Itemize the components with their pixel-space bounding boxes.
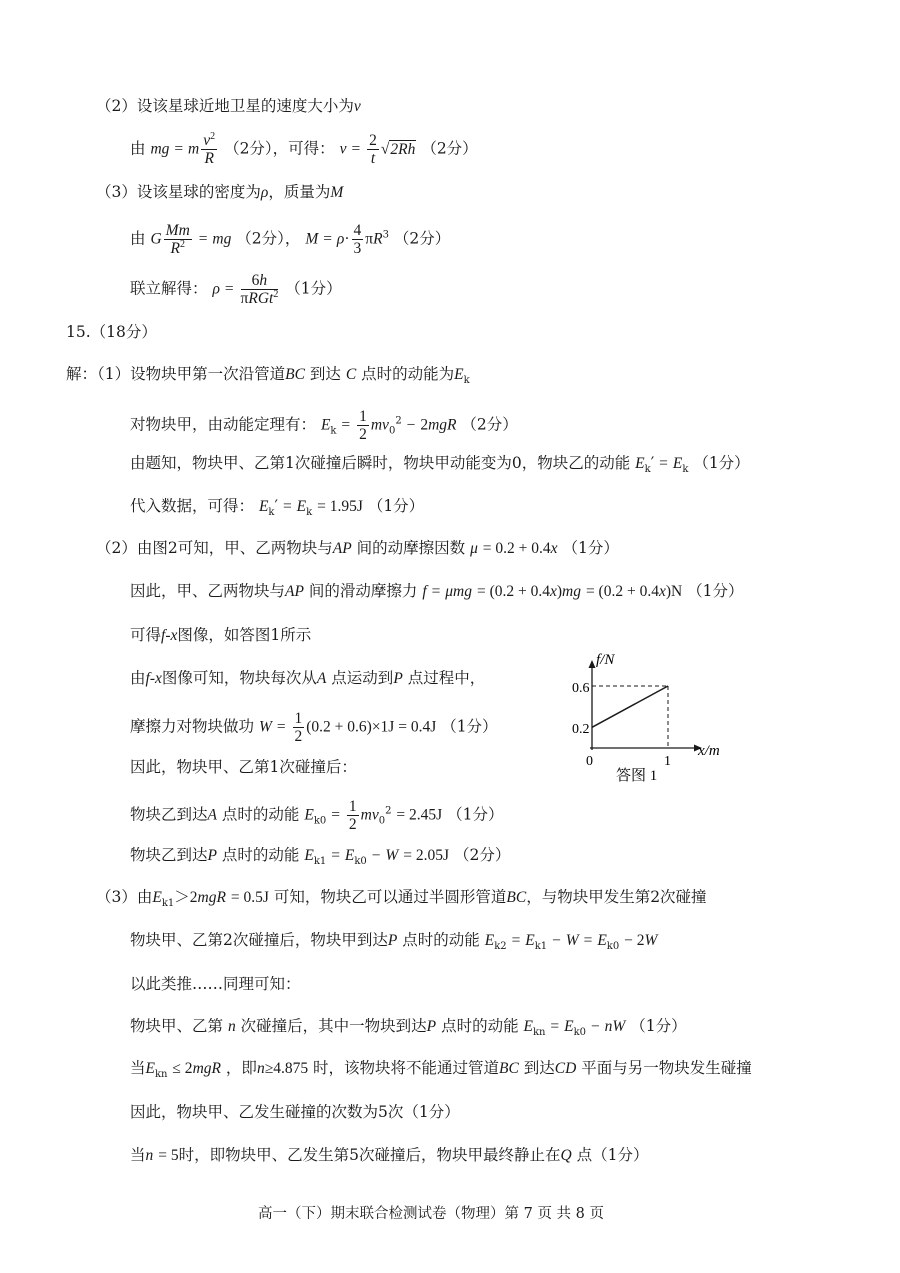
collision-n-text: 物块甲、乙第 n 次碰撞后，其中一物块到达P 点时的动能 $E_{kn} = E_{k0}$ − nW （1分） (130, 1017, 687, 1039)
analogy-text: 以此类推……同理可知： (130, 975, 301, 993)
equation-kinetic-energy: 对物块甲，由动能定理有： $E_k$ = $\frac{1}{2}$ $mv_0^2 - 2mgR$ （2分） (130, 408, 518, 443)
collision-2-text: 物块甲、乙第2次碰撞后，物块甲到达P 点时的动能 $E_{k2} = E_{k1} - W = E_{k0} - 2W$ (130, 931, 658, 953)
friction-work-equation: 摩擦力对物块做功 W = $\frac{1}{2}$ (0.2 + 0.6)×1J = 0.4J （1分） (130, 710, 498, 745)
final-state-text: 当n = 5时，即物块甲、乙发生第5次碰撞后，物块甲最终静止在Q 点（1分） (130, 1146, 649, 1164)
part3-heading: （3）设该星球的密度为ρ，质量为M (96, 183, 344, 201)
y-axis-label: f/N (596, 652, 615, 668)
condition-text: 当$E_{kn} \le 2mgR$ ，即n≥4.875 时，该物块将不能通过管道BC 到达CD 平面与另一物块发生碰撞 (130, 1059, 752, 1081)
solution-part1-heading: 解：（1）设物块甲第一次沿管道BC 到达 C 点时的动能为$E_k$ (66, 365, 470, 387)
origin-label: 0 (586, 754, 593, 769)
page-footer: 高一（下）期末联合检测试卷（物理）第 7 页 共 8 页 (258, 1206, 604, 1222)
solution-part2-friction-coefficient: （2）由图2可知，甲、乙两物块与AP 间的动摩擦因数 μ = 0.2 + 0.4x （1分） (96, 539, 619, 557)
x-axis-label: x/m (698, 743, 720, 759)
question-15-title: 15.（18分） (66, 323, 157, 341)
equation-gravity-mass: 由 G $\frac{Mm}{R^2}$ = mg （2分）， M = ρ· $\frac{4}{3}$ $\pi R^3$ （2分） (130, 222, 451, 257)
graph-caption: 答图 1 (616, 768, 658, 784)
x-tick-label: 1 (664, 754, 671, 769)
graph-analysis-text: 由f-x图像可知，物块每次从A 点运动到P 点过程中， (130, 669, 486, 687)
f-x-graph (560, 648, 740, 788)
y-tick-label-low: 0.2 (572, 722, 590, 737)
friction-force-equation: 因此，甲、乙两物块与AP 间的滑动摩擦力 f = μmg = (0.2 + 0.4x)mg = (0.2 + 0.4x)N （1分） (130, 582, 744, 600)
equation-velocity: 由 mg = m $\frac{v^2}{R}$ （2分），可得： v = $\frac{2}{t}$ √2Rh （2分） (130, 130, 478, 167)
part2-heading: （2）设该星球近地卫星的速度大小为v (96, 97, 361, 115)
graph-reference-text: 可得f-x图像，如答图1所示 (130, 626, 312, 644)
series-line-f (592, 686, 668, 727)
solution-part3-heading: （3）由$E_{k1}>2mgR = 0.5J$ 可知，物块乙可以通过半圆形管道BC，与物块甲发生第2次碰撞 (96, 888, 707, 910)
collision-1-text: 由题知，物块甲、乙第1次碰撞后瞬时，物块甲动能变为0，物块乙的动能 $E_k' = E_k$ （1分） (130, 454, 750, 476)
y-tick-label-high: 0.6 (572, 681, 590, 696)
substitution-result: 代入数据，可得： $E_k' = E_k = 1.95J$ （1分） (130, 497, 425, 519)
y-axis-arrow (589, 660, 596, 668)
collision-count-text: 因此，物块甲、乙发生碰撞的次数为5次（1分） (130, 1103, 460, 1121)
energy-at-P-equation: 物块乙到达P 点时的动能 $E_{k1} = E_{k0} - W = 2.05J$ （2分） (130, 846, 511, 868)
energy-at-A-equation: 物块乙到达A 点时的动能 $E_{k0}$ = $\frac{1}{2}$ $mv_0^2 = 2.45J$ （1分） (130, 798, 504, 833)
equation-density: 联立解得： ρ = $\frac{6h}{\pi RGt^2}$ （1分） (130, 272, 342, 307)
after-collision-1-text: 因此，物块甲、乙第1次碰撞后： (130, 758, 357, 776)
